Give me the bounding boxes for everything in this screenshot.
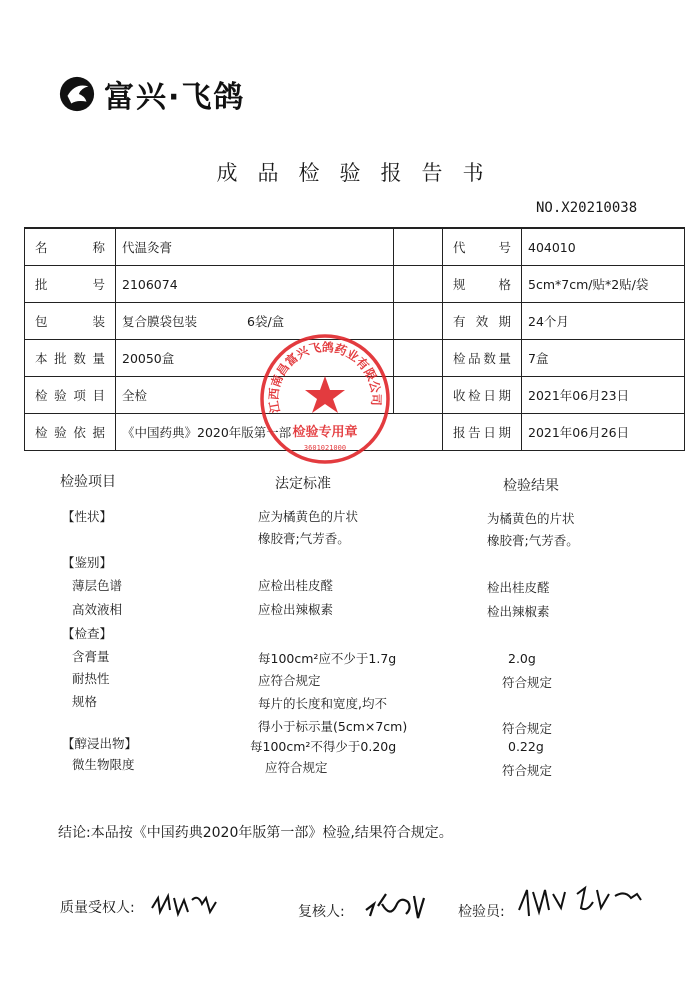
spec-item: 规格 [72, 694, 98, 709]
name-value: 代温灸膏 [116, 228, 394, 266]
report-value: 2021年06月26日 [522, 414, 685, 451]
section-extract: 【醇浸出物】 [62, 736, 138, 751]
section-jiancha: 【检查】 [62, 626, 113, 641]
pack-type: 复合膜袋包装 [122, 314, 198, 329]
basis-label: 检验依据 [25, 414, 116, 451]
stamp-org-name: 江西南昌富兴飞鸽药业有限公司 [266, 340, 384, 415]
inspector-signature [515, 882, 645, 922]
batch-qty-label: 本批数量 [25, 340, 116, 377]
conclusion: 结论:本品按《中国药典2020年版第一部》检验,结果符合规定。 [58, 825, 453, 841]
reviewer-signature [360, 888, 430, 922]
star-icon [305, 376, 345, 413]
xz-standard-2: 橡胶膏;气芳香。 [258, 531, 350, 546]
extract-standard: 每100cm²不得少于0.20g [250, 739, 397, 754]
qa-label: 质量受权人: [60, 900, 135, 916]
xz-result-1: 为橘黄色的片状 [487, 511, 575, 526]
tlc-result: 检出桂皮醛 [487, 580, 550, 595]
batch-label: 批号 [25, 266, 116, 303]
document-number: NO.X20210038 [536, 200, 638, 216]
stamp-use: 检验专用章 [292, 425, 358, 440]
report-label: 报告日期 [443, 414, 522, 451]
brand-name: 富兴·飞鸽 [104, 80, 246, 115]
name-label: 名称 [25, 228, 116, 266]
micro-item: 微生物限度 [72, 757, 135, 772]
pack-quantity: 6袋/盒 [247, 314, 285, 329]
qa-signature [148, 890, 220, 920]
sample-qty-value: 7盒 [522, 340, 685, 377]
company-logo [58, 74, 245, 114]
code-value: 404010 [522, 228, 685, 266]
validity-value: 24个月 [522, 303, 685, 340]
micro-standard: 应符合规定 [265, 760, 328, 775]
reviewer-label: 复核人: [298, 904, 345, 920]
batch-value: 2106074 [116, 266, 394, 303]
spec-result: 符合规定 [502, 721, 553, 736]
heat-result: 符合规定 [502, 675, 553, 690]
spec-standard-2: 得小于标示量(5cm×7cm) [258, 719, 408, 734]
section-xingzhuang: 【性状】 [62, 509, 113, 524]
recv-label: 收检日期 [443, 377, 522, 414]
code-label: 代号 [443, 228, 522, 266]
micro-result: 符合规定 [502, 763, 553, 778]
spec-label: 规格 [443, 266, 522, 303]
xz-standard-1: 应为橘黄色的片状 [258, 509, 359, 524]
inspection-seal-stamp [258, 332, 392, 466]
content-item: 含膏量 [72, 649, 110, 664]
spec-value: 5cm*7cm/贴*2贴/袋 [522, 266, 685, 303]
item-label: 检验项目 [25, 377, 116, 414]
section-jianbie: 【鉴别】 [62, 555, 113, 570]
batch-qty-value: 20050盒 [116, 340, 394, 377]
extract-result: 0.22g [508, 739, 544, 754]
tlc-item: 薄层色谱 [72, 578, 123, 593]
item-value: 全检 [116, 377, 394, 414]
sample-qty-label: 检品数量 [443, 340, 522, 377]
col-result-header: 检验结果 [503, 478, 559, 494]
content-standard: 每100cm²应不少于1.7g [258, 651, 397, 666]
heat-item: 耐热性 [72, 671, 110, 686]
heat-standard: 应符合规定 [258, 673, 321, 688]
basis-value: 《中国药典》2020年版第一部 [116, 414, 443, 451]
col-item-header: 检验项目 [60, 474, 116, 490]
col-standard-header: 法定标准 [275, 476, 331, 492]
dove-logo-icon [58, 75, 96, 113]
spec-standard-1: 每片的长度和宽度,均不 [258, 696, 387, 711]
tlc-standard: 应检出桂皮醛 [258, 578, 334, 593]
hplc-result: 检出辣椒素 [487, 604, 550, 619]
table-row [25, 266, 685, 303]
content-result: 2.0g [508, 651, 536, 666]
pack-label: 包装 [25, 303, 116, 340]
table-row [25, 228, 685, 266]
xz-result-2: 橡胶膏;气芳香。 [487, 533, 579, 548]
inspector-label: 检验员: [458, 904, 505, 920]
stamp-serial: 3601021000 [303, 444, 347, 452]
hplc-standard: 应检出辣椒素 [258, 602, 334, 617]
validity-label: 有效期 [443, 303, 522, 340]
hplc-item: 高效液相 [72, 602, 123, 617]
recv-value: 2021年06月23日 [522, 377, 685, 414]
report-title: 成品检验报告书 [216, 161, 504, 185]
